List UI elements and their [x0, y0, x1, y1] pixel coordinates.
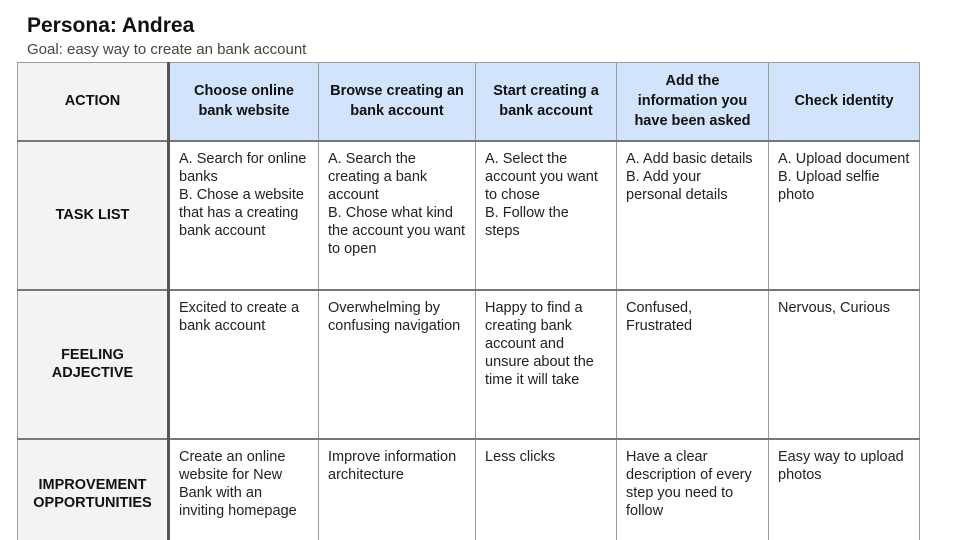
journey-map-table: [17, 62, 920, 540]
stage-header-row: [18, 63, 920, 141]
goal-label: Goal:: [27, 41, 63, 58]
improvement-cell-2: Improve information architecture: [319, 439, 476, 540]
task-item: B. Follow the steps: [485, 204, 569, 239]
task-cell-4: [617, 141, 769, 290]
improvement-cell-3: Less clicks: [476, 439, 617, 540]
stage-header-2: Browse creating an bank account: [319, 63, 476, 141]
task-list-row: [18, 141, 920, 290]
row-label-line: ADJECTIVE: [51, 365, 134, 381]
task-item: A. Upload document: [778, 150, 910, 167]
feeling-cell-1: Excited to create a bank account: [169, 290, 319, 439]
task-item: B. Add your personal details: [626, 168, 728, 203]
task-cell-2: [319, 141, 476, 290]
task-item: A. Search for online banks: [179, 150, 307, 185]
stage-header-5: Check identity: [769, 63, 920, 141]
row-label-line: OPPORTUNITIES: [33, 494, 152, 511]
task-item: B. Chose a website that has a creating bank account: [179, 186, 304, 239]
task-item: A. Select the account you want to chose: [485, 150, 598, 203]
task-cell-3: [476, 141, 617, 290]
improvement-row: [18, 439, 920, 540]
improvement-cell-1: Create an online website for New Bank with an inviting homepage: [169, 439, 319, 540]
stage-header-4: Add the information you have been asked: [617, 63, 769, 141]
feeling-cell-4: Confused, Frustrated: [617, 290, 769, 439]
task-item: A. Search the creating a bank account: [328, 150, 428, 203]
task-list-row-label: TASK LIST: [18, 141, 169, 290]
persona-title: Persona: Andrea: [27, 14, 195, 37]
improvement-row-label: [18, 439, 169, 540]
feeling-cell-2: Overwhelming by confusing navigation: [319, 290, 476, 439]
task-item: B. Chose what kind the account you want to open: [328, 204, 466, 257]
task-item: A. Add basic details: [626, 150, 753, 167]
feeling-cell-5: Nervous, Curious: [769, 290, 920, 439]
improvement-cell-5: Easy way to upload photos: [769, 439, 920, 540]
improvement-cell-4: Have a clear description of every step you need to follow: [617, 439, 769, 540]
task-cell-5: [769, 141, 920, 290]
row-label-line: IMPROVEMENT: [38, 476, 147, 493]
feeling-row: [18, 290, 920, 439]
row-label-line: FEELING: [61, 347, 124, 363]
task-cell-1: [169, 141, 319, 290]
task-item: B. Upload selfie photo: [778, 168, 880, 203]
goal-statement: [27, 40, 306, 60]
stage-header-1: Choose online bank website: [169, 63, 319, 141]
goal-text: easy way to create an bank account: [62, 41, 307, 58]
stage-header-3: Start creating a bank account: [476, 63, 617, 141]
feeling-cell-3: Happy to find a creating bank account and unsure about the time it will take: [476, 290, 617, 439]
feeling-row-label: [18, 290, 169, 439]
action-row-label: ACTION: [18, 63, 169, 141]
